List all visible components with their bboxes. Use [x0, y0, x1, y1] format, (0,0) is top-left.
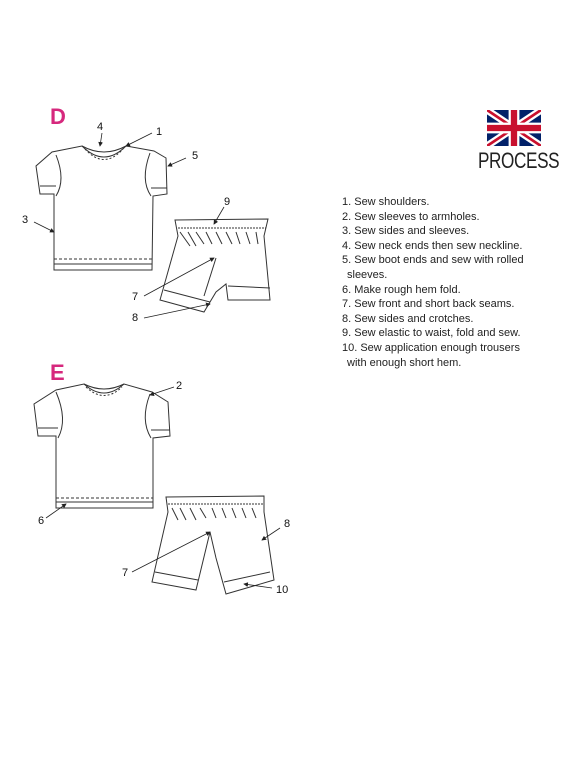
shorts-d-drawing — [160, 219, 270, 312]
step-item: 4. Sew neck ends then sew neckline. — [342, 239, 523, 252]
callout-d-3: 3 — [22, 214, 29, 226]
step-item: 9. Sew elastic to waist, fold and sew. — [342, 327, 521, 340]
section-letter-e: E — [50, 360, 65, 385]
callout-d-4: 4 — [97, 121, 104, 133]
union-jack-flag-icon — [487, 110, 541, 146]
callout-d-7: 7 — [132, 291, 139, 303]
callout-e-2: 2 — [176, 380, 183, 392]
callout-e-7: 7 — [122, 567, 129, 579]
step-item: 10. Sew application enough trousers — [342, 341, 520, 354]
shorts-e-drawing — [152, 496, 274, 594]
callout-d-8: 8 — [132, 312, 139, 324]
step-item: 1. Sew shoulders. — [342, 196, 430, 208]
step-item: 8. Sew sides and crotches. — [342, 312, 474, 325]
step-item: 7. Sew front and short back seams. — [342, 298, 515, 311]
section-letter-d: D — [50, 104, 66, 129]
callout-e-10: 10 — [276, 584, 289, 596]
step-item-continuation: sleeves. — [347, 268, 388, 281]
callout-e-8: 8 — [284, 518, 291, 530]
process-title: PROCESS — [478, 148, 560, 173]
step-item: 5. Sew boot ends and sew with rolled — [342, 254, 524, 267]
step-item: 6. Make rough hem fold. — [342, 283, 461, 296]
process-steps-list — [342, 195, 564, 370]
step-item: 2. Sew sleeves to armholes. — [342, 210, 480, 223]
tshirt-d-drawing — [36, 146, 167, 270]
callout-leaders-e — [46, 387, 280, 588]
step-item-continuation: with enough short hem. — [347, 356, 462, 369]
tshirt-e-drawing — [34, 384, 170, 508]
callout-e-6: 6 — [38, 515, 45, 527]
callout-d-1: 1 — [156, 126, 163, 138]
callout-d-9: 9 — [224, 196, 231, 208]
step-item: 3. Sew sides and sleeves. — [342, 225, 470, 238]
callout-d-5: 5 — [192, 150, 199, 162]
